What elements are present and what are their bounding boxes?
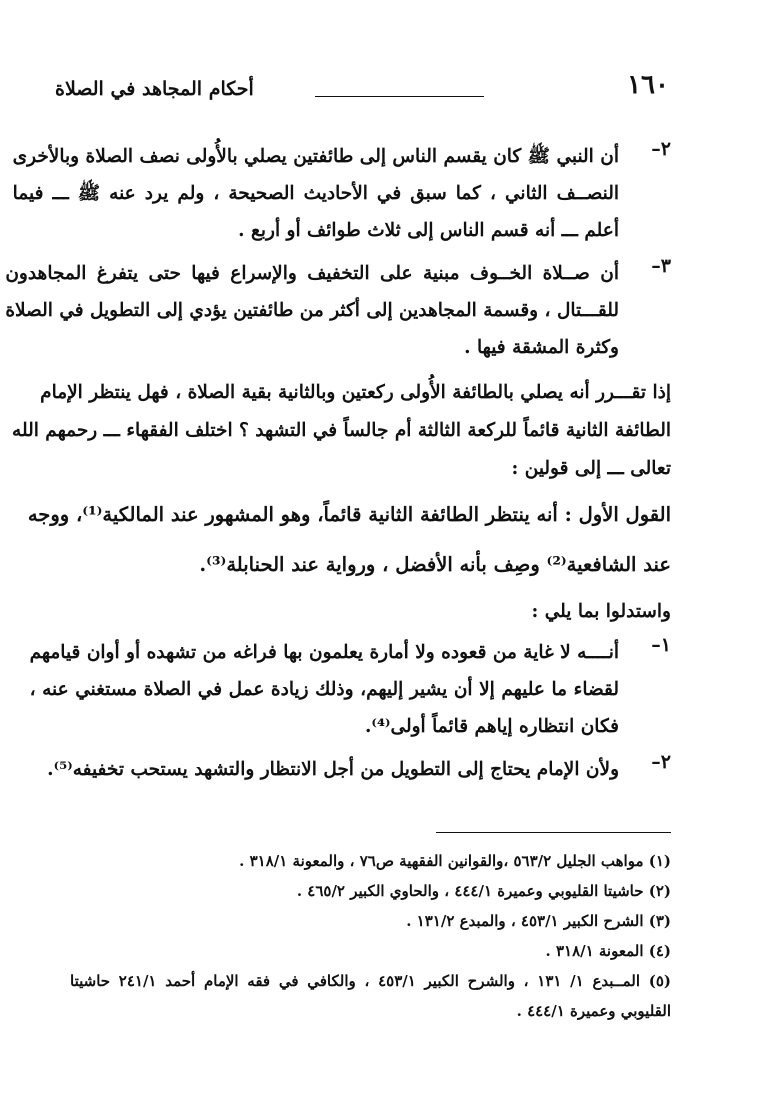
- first-opinion: [27, 490, 671, 590]
- evidence-intro: [55, 590, 671, 634]
- text-line: ولأن الإمام يحتاج إلى التطويل من أجل الانتظار والتشهد يستحب تخفيفه⁽⁵⁾.: [47, 759, 619, 780]
- book-title: أحكام المجاهد في الصلاة: [55, 78, 254, 100]
- footnote-line: (٥) المــبدع ١/ ١٣١ ، والشرح الكبير ٤٥٣/١ ، والكافي في فقه الإمام أحمد ٢٤١/١ حاشيتا: [70, 972, 672, 990]
- item-number: ٢–: [651, 751, 671, 773]
- footnote: [70, 876, 671, 906]
- text-line: أن النبي ﷺ كان يقسم الناس إلى طائفتين يصلي بالأُولى نصف الصلاة وبالأخرى: [12, 146, 619, 167]
- footnote: [70, 966, 671, 1026]
- text-line: إذا تقـــرر أنه يصلي بالطائفة الأُولى ركعتين وبالثانية بقية الصلاة ، فهل ينتظر الإمام: [40, 382, 671, 403]
- item-number: ٣–: [651, 255, 671, 277]
- text-line: تعالى ـــ إلى قولين :: [511, 458, 671, 479]
- list-item: [29, 634, 671, 745]
- list-item: [12, 138, 671, 249]
- item-number: ١–: [651, 634, 671, 656]
- footnote-line: القليوبي وعميرة ٤٤٤/١ .: [516, 1002, 671, 1020]
- text-line: واستدلوا بما يلي :: [531, 601, 671, 622]
- footnote-line: (٤) المعونة ٣١٨/١ .: [545, 942, 671, 960]
- text-line: الطائفة الثانية قائماً للركعة الثالثة أم جالساً في التشهد ؟ اختلف الفقهاء ـــ رحمهم الله: [12, 420, 671, 441]
- footnote: [70, 846, 671, 876]
- list-item: [5, 255, 671, 366]
- header-rule: [315, 96, 484, 97]
- text-line: النصــف الثاني ، كما سبق في الأحاديث الصحيحة ، ولم يرد عنه ﷺ ـــ فيما: [12, 183, 619, 204]
- footnote: [70, 936, 671, 966]
- footnote-line: (٣) الشرح الكبير ٤٥٣/١ ، والمبدع ١٣١/٢ .: [406, 912, 671, 930]
- main-text: [5, 138, 671, 794]
- text-line: أنــــه لا غاية من قعوده ولا أمارة يعلمون بها فراغه من تشهده أو أوان قيامهم: [29, 642, 619, 663]
- text-line: عند الشافعية⁽²⁾ وصِف بأنه الأفضل ، ورواية عند الحنابلة⁽³⁾.: [199, 553, 671, 576]
- footnote-line: (١) مواهب الجليل ٥٦٣/٢ ،والقوانين الفقهية ص٧٦ ، والمعونة ٣١٨/١ .: [239, 852, 671, 870]
- item-number: ٢–: [651, 138, 671, 160]
- footnote-separator: [436, 832, 671, 833]
- footnotes: [70, 846, 671, 1026]
- text-line: أن صــلاة الخــوف مبنية على التخفيف والإسراع فيها حتى يتفرغ المجاهدون: [5, 263, 619, 284]
- text-line: للقـــتال ، وقسمة المجاهدين إلى أكثر من طائفتين يؤدي إلى التطويل في الصلاة: [5, 300, 619, 321]
- paragraph: [12, 374, 671, 488]
- text-line: القول الأول : أنه ينتظر الطائفة الثانية قائماً، وهو المشهور عند المالكية⁽¹⁾، ووجه: [27, 503, 671, 526]
- text-line: فكان انتظاره إياهم قائماً أولى⁽⁴⁾.: [364, 716, 619, 737]
- text-line: أعلم ـــ أنه قسم الناس إلى ثلاث طوائف أو أربع .: [238, 220, 619, 241]
- text-line: لقضاء ما عليهم إلا أن يشير إليهم، وذلك زيادة عمل في الصلاة مستغني عنه ،: [29, 679, 619, 700]
- footnote: [70, 906, 671, 936]
- text-line: وكثرة المشقة فيها .: [464, 337, 619, 358]
- page-number: ١٦٠: [627, 70, 669, 100]
- page-header: [55, 70, 669, 112]
- footnote-line: (٢) حاشيتا القليوبي وعميرة ٤٤٤/١ ، والحاوي الكبير ٤٦٥/٢ .: [296, 882, 671, 900]
- list-item: [47, 751, 671, 788]
